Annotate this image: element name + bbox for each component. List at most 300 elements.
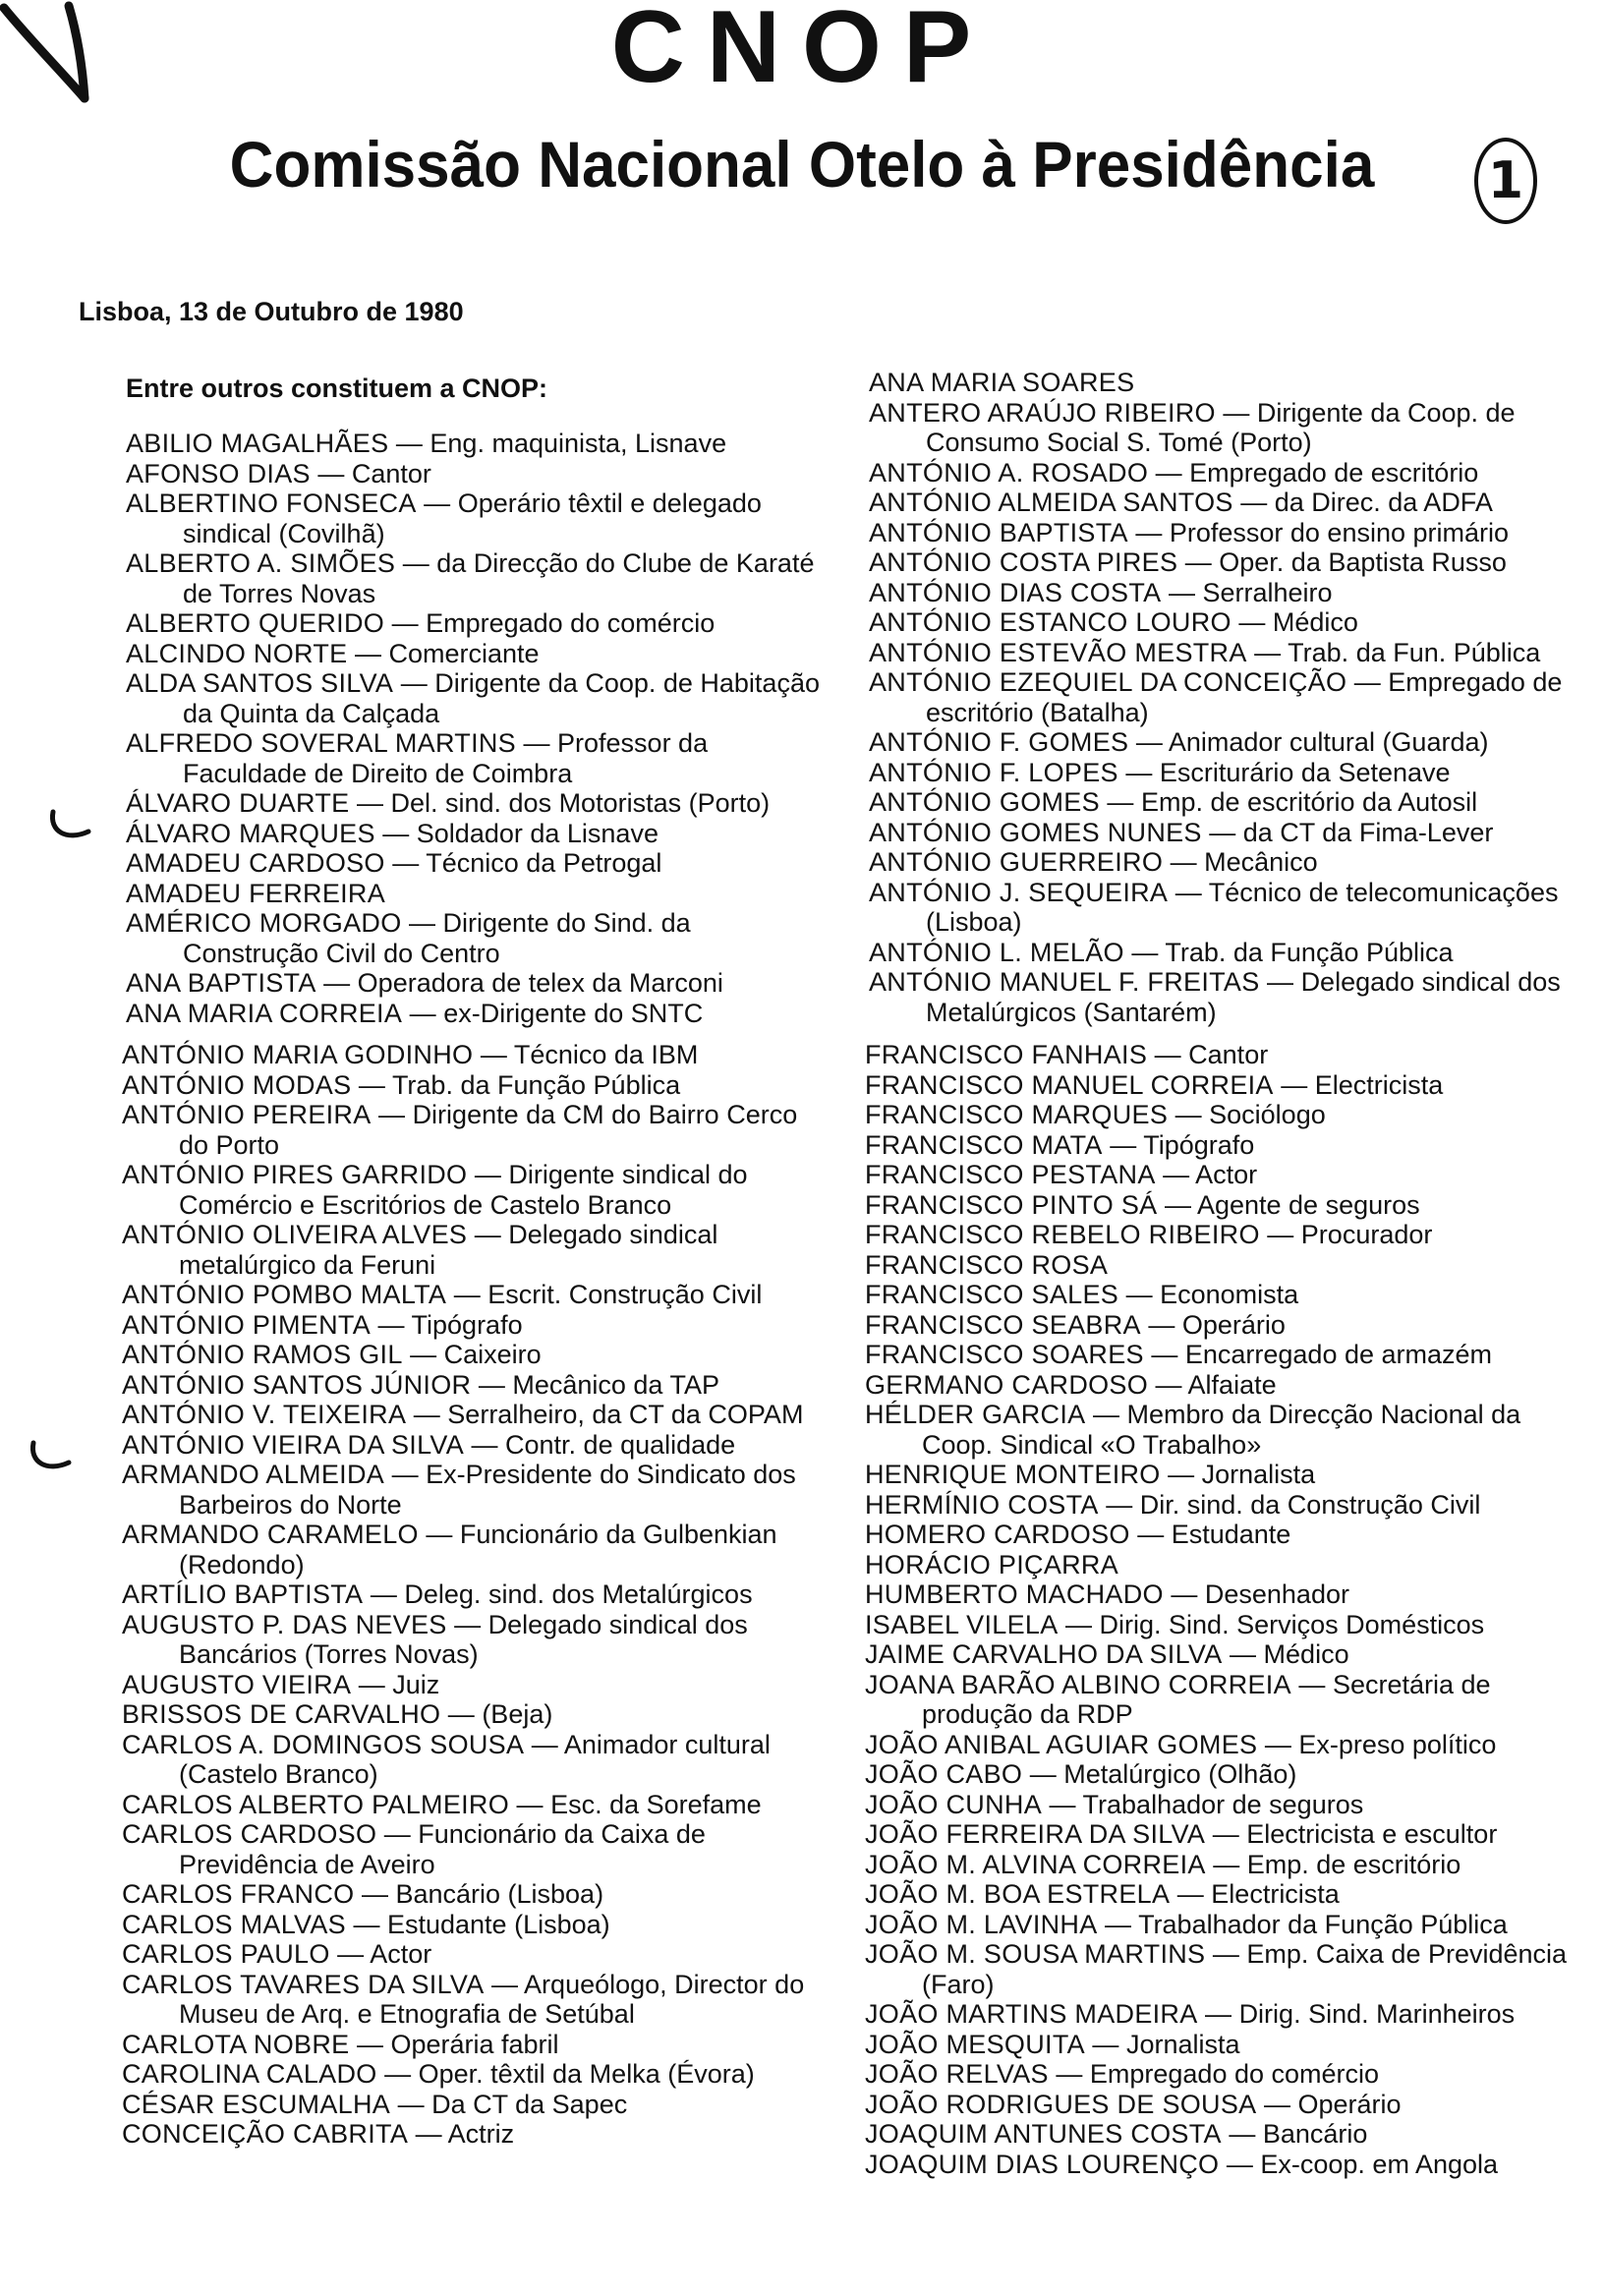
dash-separator: — bbox=[363, 1579, 405, 1609]
dash-separator: — bbox=[1231, 607, 1273, 637]
member-name: JOANA BARÃO ALBINO CORREIA bbox=[865, 1669, 1291, 1699]
member-name: CARLOS MALVAS bbox=[122, 1909, 346, 1939]
member-entry bbox=[869, 878, 1576, 938]
dash-separator: — bbox=[329, 1939, 371, 1969]
member-entry bbox=[869, 518, 1576, 548]
member-description: Dir. sind. da Construção Civil bbox=[1139, 1489, 1481, 1520]
dash-separator: — bbox=[1097, 1909, 1139, 1939]
member-description: Procurador bbox=[1300, 1220, 1433, 1249]
member-name: ANTÓNIO EZEQUIEL DA CONCEIÇÃO bbox=[869, 667, 1347, 697]
dash-separator: — bbox=[354, 1879, 396, 1909]
dash-separator: — bbox=[1197, 1999, 1239, 2029]
member-entry bbox=[865, 1160, 1576, 1190]
dash-separator: — bbox=[1256, 2089, 1298, 2119]
dash-separator: — bbox=[310, 458, 352, 488]
member-entry bbox=[122, 1910, 822, 1940]
dash-separator: — bbox=[345, 1909, 387, 1939]
member-description: Dirigente do Sind. da Construção Civil do Centro bbox=[183, 908, 691, 968]
dash-separator: — bbox=[464, 1429, 506, 1460]
member-entry bbox=[122, 1220, 822, 1280]
member-entry bbox=[865, 1999, 1576, 2030]
member-name: AUGUSTO VIEIRA bbox=[122, 1669, 352, 1699]
dash-separator: — bbox=[1048, 2059, 1090, 2089]
member-description: Tipógrafo bbox=[411, 1309, 523, 1340]
member-description: da Direc. da ADFA bbox=[1274, 488, 1493, 517]
member-name: ANTÓNIO MARIA GODINHO bbox=[122, 1040, 474, 1069]
member-name: ALBERTINO FONSECA bbox=[126, 488, 417, 518]
member-entry bbox=[869, 578, 1576, 608]
member-description: Contr. de qualidade bbox=[505, 1429, 736, 1460]
member-name: HOMERO CARDOSO bbox=[865, 1520, 1130, 1549]
member-entry bbox=[122, 1460, 822, 1520]
dash-separator: — bbox=[1098, 1489, 1140, 1520]
member-name: FRANCISCO PINTO SÁ bbox=[865, 1189, 1158, 1220]
member-description: Operário bbox=[1297, 2089, 1402, 2119]
member-description: Médico bbox=[1272, 607, 1358, 637]
member-name: ANTÓNIO OLIVEIRA ALVES bbox=[122, 1220, 468, 1249]
member-name: FRANCISCO REBELO RIBEIRO bbox=[865, 1220, 1260, 1249]
dash-separator: — bbox=[371, 1100, 413, 1129]
member-name: FRANCISCO MATA bbox=[865, 1129, 1103, 1160]
dash-separator: — bbox=[509, 1789, 551, 1819]
member-entry bbox=[122, 1879, 822, 1910]
member-entry bbox=[865, 1460, 1576, 1490]
member-name: JOÃO M. LAVINHA bbox=[865, 1909, 1098, 1939]
member-name: ALBERTO QUERIDO bbox=[126, 608, 385, 638]
member-name: FRANCISCO SOARES bbox=[865, 1340, 1144, 1369]
member-entry bbox=[126, 968, 826, 999]
member-name: FRANCISCO MANUEL CORREIA bbox=[865, 1069, 1274, 1100]
dash-separator: — bbox=[315, 968, 358, 998]
member-entry bbox=[126, 848, 826, 879]
dash-separator: — bbox=[1232, 488, 1275, 517]
member-entry bbox=[126, 908, 826, 968]
member-entry bbox=[865, 2150, 1576, 2180]
member-entry bbox=[126, 668, 826, 728]
member-description: Agente de seguros bbox=[1196, 1189, 1420, 1220]
member-description: Operário bbox=[1181, 1309, 1286, 1340]
member-entry bbox=[122, 2030, 822, 2060]
dash-separator: — bbox=[1257, 1729, 1299, 1759]
dash-separator: — bbox=[1099, 787, 1141, 817]
member-name: HERMÍNIO COSTA bbox=[865, 1489, 1099, 1520]
dash-separator: — bbox=[1148, 457, 1190, 488]
member-description: Operária fabril bbox=[390, 2029, 559, 2059]
members-column-top-left bbox=[126, 429, 826, 1028]
member-description: Professor do ensino primário bbox=[1169, 517, 1510, 547]
dash-separator: — bbox=[402, 998, 444, 1028]
member-name: ARMANDO CARAMELO bbox=[122, 1520, 419, 1549]
member-entry bbox=[865, 1670, 1576, 1730]
member-description: Técnico de telecomunicações (Lisboa) bbox=[926, 877, 1559, 937]
dash-separator: — bbox=[388, 429, 430, 458]
dash-separator: — bbox=[374, 818, 417, 848]
member-description: Estudante bbox=[1171, 1520, 1291, 1549]
member-description: Trab. da Fun. Pública bbox=[1288, 637, 1541, 667]
member-description: Oper. têxtil da Melka (Évora) bbox=[418, 2059, 755, 2089]
member-entry bbox=[865, 1850, 1576, 1880]
member-description: Funcionário da Gulbenkian (Redondo) bbox=[179, 1520, 777, 1579]
member-description: Dirigente da Coop. de Habitação da Quinta da Calçada bbox=[183, 668, 820, 728]
member-description: Delegado sindical dos Bancários (Torres Novas) bbox=[179, 1609, 748, 1669]
member-entry bbox=[865, 1040, 1576, 1070]
member-name: ANTÓNIO J. SEQUEIRA bbox=[869, 877, 1169, 907]
dash-separator: — bbox=[440, 1699, 483, 1729]
member-name: ANTÓNIO ESTANCO LOURO bbox=[869, 607, 1232, 637]
dash-separator: — bbox=[1140, 1309, 1182, 1340]
members-column-top-right bbox=[869, 368, 1576, 1027]
member-entry bbox=[122, 1579, 822, 1610]
member-description: Soldador da Lisnave bbox=[416, 818, 659, 848]
member-entry bbox=[869, 667, 1576, 727]
member-description: Animador cultural (Guarda) bbox=[1168, 727, 1489, 757]
member-entry bbox=[126, 999, 826, 1029]
dash-separator: — bbox=[1273, 1069, 1315, 1100]
member-entry bbox=[126, 548, 826, 608]
member-name: ANTÓNIO ESTEVÃO MESTRA bbox=[869, 637, 1247, 667]
member-entry bbox=[122, 1610, 822, 1670]
member-name: JAIME CARVALHO DA SILVA bbox=[865, 1639, 1223, 1669]
member-entry bbox=[865, 1400, 1576, 1460]
member-description: Trabalhador da Função Pública bbox=[1138, 1909, 1508, 1939]
dash-separator: — bbox=[1246, 637, 1289, 667]
dash-separator: — bbox=[393, 668, 435, 698]
member-name: FRANCISCO SALES bbox=[865, 1280, 1119, 1309]
member-description: Electricista e escultor bbox=[1246, 1819, 1498, 1849]
dash-separator: — bbox=[1168, 877, 1209, 907]
member-entry bbox=[865, 1639, 1576, 1670]
member-entry bbox=[865, 2090, 1576, 2120]
member-entry bbox=[869, 818, 1576, 848]
member-entry bbox=[865, 1790, 1576, 1820]
dash-separator: — bbox=[418, 1520, 460, 1549]
dash-separator: — bbox=[408, 2119, 448, 2149]
member-name: AMADEU FERREIRA bbox=[126, 878, 386, 908]
member-description: Emp. Caixa de Previdência (Faro) bbox=[922, 1939, 1568, 1999]
member-entry bbox=[865, 1579, 1576, 1610]
dash-separator: — bbox=[1163, 847, 1205, 877]
member-entry bbox=[126, 819, 826, 849]
member-description: Actor bbox=[370, 1939, 432, 1969]
member-name: ANTÓNIO V. TEIXEIRA bbox=[122, 1400, 407, 1429]
member-entry bbox=[865, 2059, 1576, 2090]
member-name: JOÃO ANIBAL AGUIAR GOMES bbox=[865, 1729, 1258, 1759]
dash-separator: — bbox=[376, 1819, 419, 1849]
dash-separator: — bbox=[467, 1160, 509, 1189]
member-name: HORÁCIO PIÇARRA bbox=[865, 1549, 1119, 1579]
member-description: Bancário bbox=[1262, 2119, 1368, 2149]
member-name: ANA BAPTISTA bbox=[126, 968, 316, 998]
dash-separator: — bbox=[484, 1969, 525, 1999]
member-entry bbox=[122, 1400, 822, 1430]
dash-separator: — bbox=[349, 2029, 391, 2059]
dash-separator: — bbox=[1163, 1579, 1205, 1609]
dash-separator: — bbox=[1168, 1100, 1210, 1129]
member-description: Estudante (Lisboa) bbox=[386, 1909, 610, 1939]
dash-separator: — bbox=[1259, 967, 1301, 997]
member-description: Dirig. Sind. Serviços Domésticos bbox=[1099, 1609, 1485, 1639]
dash-separator: — bbox=[1085, 1400, 1127, 1429]
dash-separator: — bbox=[416, 488, 458, 518]
member-description: Comerciante bbox=[388, 638, 540, 668]
dash-separator: — bbox=[1157, 1189, 1197, 1220]
member-description: Escriturário da Setenave bbox=[1159, 757, 1451, 787]
member-description: Serralheiro bbox=[1202, 577, 1333, 607]
member-entry bbox=[865, 1730, 1576, 1760]
members-column-bottom-right bbox=[865, 1040, 1576, 2179]
member-description: Funcionário da Caixa de Previdência de Aveiro bbox=[179, 1819, 706, 1879]
member-description: Dirigente sindical do Comércio e Escritórios de Castelo Branco bbox=[179, 1160, 748, 1220]
member-entry bbox=[869, 787, 1576, 818]
member-description: Escrit. Construção Civil bbox=[487, 1280, 763, 1309]
dash-separator: — bbox=[1205, 1849, 1247, 1879]
member-entry bbox=[865, 1340, 1576, 1370]
member-name: ANTÓNIO PIRES GARRIDO bbox=[122, 1160, 468, 1189]
member-entry bbox=[865, 1190, 1576, 1221]
member-entry bbox=[122, 1699, 822, 1730]
member-name: CONCEIÇÃO CABRITA bbox=[122, 2119, 409, 2149]
member-name: ÁLVARO MARQUES bbox=[126, 818, 375, 848]
dash-separator: — bbox=[446, 1280, 488, 1309]
member-description: Dirigente da Coop. de Consumo Social S. Tomé (Porto) bbox=[926, 397, 1516, 457]
dash-separator: — bbox=[1155, 1160, 1196, 1189]
dash-separator: — bbox=[1259, 1220, 1301, 1249]
dash-separator: — bbox=[384, 1460, 427, 1489]
member-description: Dirigente da CM do Bairro Cerco do Porto bbox=[179, 1100, 798, 1160]
member-name: ANA MARIA CORREIA bbox=[126, 998, 403, 1028]
member-name: AUGUSTO P. DAS NEVES bbox=[122, 1609, 447, 1639]
dash-separator: — bbox=[473, 1040, 514, 1069]
member-name: ANTÓNIO GOMES NUNES bbox=[869, 817, 1202, 847]
member-name: ANTÓNIO COSTA PIRES bbox=[869, 547, 1178, 577]
dash-separator: — bbox=[1143, 1340, 1185, 1369]
member-description: (Beja) bbox=[482, 1699, 553, 1729]
member-entry bbox=[126, 639, 826, 669]
dash-separator: — bbox=[384, 848, 427, 878]
member-name: ANTÓNIO L. MELÃO bbox=[869, 937, 1124, 967]
member-name: FRANCISCO FANHAIS bbox=[865, 1040, 1148, 1069]
member-entry bbox=[122, 1340, 822, 1370]
member-description: Juiz bbox=[392, 1669, 440, 1699]
member-entry bbox=[122, 1970, 822, 2030]
member-name: JOÃO MARTINS MADEIRA bbox=[865, 1999, 1198, 2029]
member-entry bbox=[122, 1430, 822, 1461]
member-description: Empregado do comércio bbox=[426, 608, 716, 638]
member-name: JOAQUIM ANTUNES COSTA bbox=[865, 2119, 1222, 2149]
member-name: ANTÓNIO MANUEL F. FREITAS bbox=[869, 967, 1260, 997]
member-entry bbox=[122, 1939, 822, 1970]
member-entry bbox=[865, 1130, 1576, 1161]
member-name: CÉSAR ESCUMALHA bbox=[122, 2089, 391, 2119]
member-name: JOÃO RODRIGUES DE SOUSA bbox=[865, 2089, 1257, 2119]
member-description: Empregado de escritório (Batalha) bbox=[926, 667, 1563, 727]
member-name: JOÃO RELVAS bbox=[865, 2059, 1049, 2089]
dash-separator: — bbox=[384, 608, 427, 638]
intro-text: Entre outros constituem a CNOP: bbox=[126, 373, 548, 403]
member-description: Da CT da Sapec bbox=[431, 2089, 628, 2119]
dash-separator: — bbox=[1022, 1759, 1064, 1789]
member-name: JOÃO M. BOA ESTRELA bbox=[865, 1879, 1171, 1909]
member-description: Médico bbox=[1263, 1639, 1349, 1669]
member-description: Serralheiro, da CT da COPAM bbox=[447, 1400, 804, 1429]
member-description: Alfaiate bbox=[1187, 1369, 1277, 1400]
margin-mark-icon bbox=[26, 1437, 75, 1476]
member-entry bbox=[865, 1220, 1576, 1250]
member-name: AMADEU CARDOSO bbox=[126, 848, 385, 878]
dash-separator: — bbox=[1127, 517, 1170, 547]
member-description: Cantor bbox=[1188, 1040, 1269, 1069]
dash-separator: — bbox=[1128, 727, 1169, 757]
member-entry bbox=[865, 1879, 1576, 1910]
member-entry bbox=[126, 879, 826, 909]
member-name: ANTÓNIO GUERREIRO bbox=[869, 847, 1164, 877]
member-entry bbox=[865, 1490, 1576, 1521]
member-entry bbox=[865, 1250, 1576, 1281]
member-entry bbox=[126, 429, 826, 459]
member-name: ANTÓNIO BAPTISTA bbox=[869, 517, 1128, 547]
member-name: ÁLVARO DUARTE bbox=[126, 788, 350, 818]
member-description: da CT da Fima-Lever bbox=[1242, 817, 1494, 847]
member-description: Economista bbox=[1160, 1280, 1299, 1309]
member-entry bbox=[865, 1910, 1576, 1940]
member-description: Técnico da IBM bbox=[513, 1040, 699, 1069]
dash-separator: — bbox=[402, 1340, 444, 1369]
member-name: ANTÓNIO SANTOS JÚNIOR bbox=[122, 1369, 472, 1400]
member-name: JOÃO FERREIRA DA SILVA bbox=[865, 1819, 1206, 1849]
member-entry bbox=[869, 638, 1576, 668]
member-name: ABILIO MAGALHÃES bbox=[126, 429, 389, 458]
member-name: HÉLDER GARCIA bbox=[865, 1400, 1086, 1429]
member-description: Empregado do comércio bbox=[1089, 2059, 1380, 2089]
member-description: Trab. da Função Pública bbox=[391, 1069, 681, 1100]
dash-separator: — bbox=[1123, 937, 1166, 967]
member-entry bbox=[865, 1759, 1576, 1790]
member-entry bbox=[122, 1790, 822, 1820]
member-name: ALCINDO NORTE bbox=[126, 638, 348, 668]
member-entry bbox=[865, 1520, 1576, 1550]
dash-separator: — bbox=[1205, 1939, 1247, 1969]
member-description: Encarregado de armazém bbox=[1184, 1340, 1493, 1369]
dash-separator: — bbox=[395, 548, 437, 578]
member-entry bbox=[869, 368, 1576, 398]
dash-separator: — bbox=[1102, 1129, 1144, 1160]
member-name: ANTERO ARAÚJO RIBEIRO bbox=[869, 397, 1216, 428]
dash-separator: — bbox=[467, 1220, 509, 1249]
member-description: Jornalista bbox=[1125, 2029, 1240, 2059]
member-entry bbox=[122, 1100, 822, 1160]
member-entry bbox=[126, 788, 826, 819]
member-description: Operadora de telex da Marconi bbox=[357, 968, 723, 998]
member-entry bbox=[122, 1670, 822, 1700]
member-description: Dirig. Sind. Marinheiros bbox=[1238, 1999, 1516, 2029]
dash-separator: — bbox=[1118, 1280, 1161, 1309]
dash-separator: — bbox=[1290, 1669, 1333, 1699]
member-entry bbox=[869, 967, 1576, 1027]
member-description: Desenhador bbox=[1204, 1579, 1349, 1609]
dash-separator: — bbox=[471, 1369, 513, 1400]
member-name: ANTÓNIO POMBO MALTA bbox=[122, 1280, 447, 1309]
dash-separator: — bbox=[1205, 1819, 1247, 1849]
member-entry bbox=[122, 1730, 822, 1790]
member-name: ANTÓNIO F. LOPES bbox=[869, 757, 1118, 787]
member-entry bbox=[869, 727, 1576, 758]
member-description: Professor da Faculdade de Direito de Coimbra bbox=[183, 728, 709, 788]
member-name: CAROLINA CALADO bbox=[122, 2059, 377, 2089]
member-entry bbox=[869, 488, 1576, 518]
member-name: FRANCISCO PESTANA bbox=[865, 1160, 1156, 1189]
member-name: GERMANO CARDOSO bbox=[865, 1369, 1149, 1400]
member-name: ANTÓNIO GOMES bbox=[869, 787, 1100, 817]
member-entry bbox=[122, 1280, 822, 1310]
member-name: CARLOS PAULO bbox=[122, 1939, 330, 1969]
member-description: Esc. da Sorefame bbox=[550, 1789, 762, 1819]
dash-separator: — bbox=[1222, 1639, 1264, 1669]
member-description: Electricista bbox=[1314, 1069, 1444, 1100]
member-description: da Direcção do Clube de Karaté de Torres Novas bbox=[183, 548, 815, 608]
member-name: CARLOS A. DOMINGOS SOUSA bbox=[122, 1729, 525, 1759]
member-name: ANTÓNIO F. GOMES bbox=[869, 727, 1129, 757]
dash-separator: — bbox=[1201, 817, 1243, 847]
member-entry bbox=[865, 1370, 1576, 1401]
member-description: Mecânico da TAP bbox=[512, 1369, 719, 1400]
member-description: Tipógrafo bbox=[1143, 1129, 1255, 1160]
dash-separator: — bbox=[1084, 2029, 1126, 2059]
member-name: ANTÓNIO DIAS COSTA bbox=[869, 577, 1162, 607]
member-entry bbox=[869, 758, 1576, 788]
member-entry bbox=[865, 1819, 1576, 1850]
member-name: JOÃO MESQUITA bbox=[865, 2029, 1085, 2059]
member-name: ANA MARIA SOARES bbox=[869, 368, 1135, 397]
dash-separator: — bbox=[371, 1309, 412, 1340]
margin-mark-icon bbox=[45, 806, 94, 845]
member-entry bbox=[126, 488, 826, 548]
dash-separator: — bbox=[516, 728, 558, 758]
member-description: Trabalhador de seguros bbox=[1082, 1789, 1364, 1819]
member-entry bbox=[869, 938, 1576, 968]
member-entry bbox=[122, 1310, 822, 1341]
dash-separator: — bbox=[347, 638, 389, 668]
member-name: ANTÓNIO RAMOS GIL bbox=[122, 1340, 403, 1369]
member-description: Del. sind. dos Motoristas (Porto) bbox=[390, 788, 771, 818]
member-name: JOÃO M. SOUSA MARTINS bbox=[865, 1939, 1206, 1969]
member-description: Empregado de escritório bbox=[1189, 457, 1479, 488]
members-column-bottom-left bbox=[122, 1040, 822, 2150]
dash-separator: — bbox=[1161, 577, 1203, 607]
dash-separator: — bbox=[1147, 1040, 1189, 1069]
member-entry bbox=[869, 398, 1576, 458]
member-description: Eng. maquinista, Lisnave bbox=[430, 429, 727, 458]
member-name: ALBERTO A. SIMÕES bbox=[126, 548, 396, 578]
member-description: Membro da Direcção Nacional da Coop. Sindical «O Trabalho» bbox=[922, 1400, 1521, 1460]
dash-separator: — bbox=[1042, 1789, 1083, 1819]
member-name: FRANCISCO MARQUES bbox=[865, 1100, 1169, 1129]
member-name: CARLOS TAVARES DA SILVA bbox=[122, 1969, 485, 1999]
dash-separator: — bbox=[1117, 757, 1160, 787]
dash-separator: — bbox=[1129, 1520, 1172, 1549]
member-entry bbox=[869, 607, 1576, 638]
document-title: Comissão Nacional Otelo à Presidência bbox=[229, 129, 1375, 202]
dash-separator: — bbox=[1170, 1879, 1212, 1909]
member-entry bbox=[122, 1370, 822, 1401]
member-name: ARMANDO ALMEIDA bbox=[122, 1460, 385, 1489]
dash-separator: — bbox=[351, 1069, 392, 1100]
dash-separator: — bbox=[446, 1609, 488, 1639]
member-entry bbox=[865, 2030, 1576, 2060]
member-name: ISABEL VILELA bbox=[865, 1609, 1059, 1639]
document-acronym: CNOP bbox=[610, 0, 994, 104]
member-name: AFONSO DIAS bbox=[126, 458, 311, 488]
member-name: AMÉRICO MORGADO bbox=[126, 908, 402, 938]
